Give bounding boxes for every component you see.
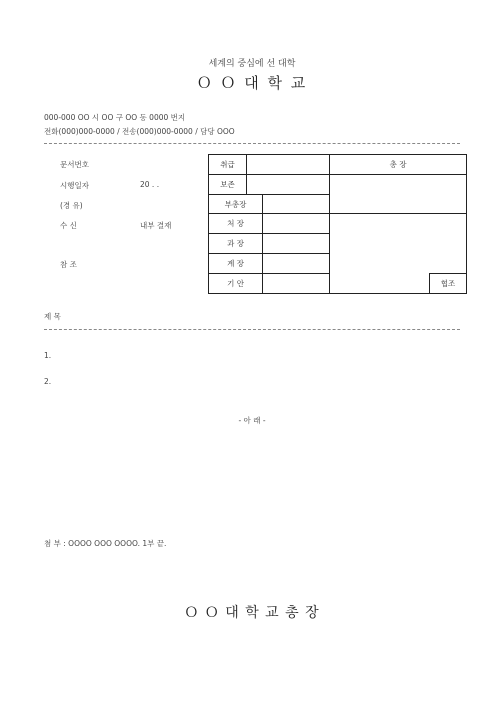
drafter-label: 기 안 bbox=[208, 273, 263, 294]
section-chief-label: 과 장 bbox=[208, 233, 263, 254]
staff-sign bbox=[262, 253, 330, 274]
vice-president-label: 부총장 bbox=[208, 194, 263, 214]
retention-value bbox=[246, 174, 330, 195]
subject-label: 제 목 bbox=[44, 312, 61, 321]
header-divider bbox=[44, 143, 460, 144]
attachment-line: 첨 부 : OOOO OOO OOOO. 1부 끝. bbox=[44, 539, 167, 548]
vice-president-sign bbox=[262, 194, 330, 214]
section-chief-sign bbox=[262, 233, 330, 254]
drafter-sign bbox=[262, 273, 330, 294]
retention-label: 보존 bbox=[208, 174, 247, 195]
date-value: 20 . . bbox=[140, 180, 160, 189]
below-heading: - 아 래 - bbox=[238, 416, 266, 425]
item-2: 2. bbox=[44, 377, 52, 386]
president-label: 총 장 bbox=[329, 154, 467, 175]
cooperation-label: 협조 bbox=[429, 273, 467, 294]
director-sign bbox=[262, 213, 330, 234]
slogan: 세계의 중심에 선 대학 bbox=[208, 59, 296, 69]
address: 000-000 OO 시 OO 구 OO 동 0000 번지 bbox=[44, 113, 186, 122]
president-signature-line: Ｏ Ｏ 대 학 교 총 장 bbox=[184, 605, 320, 621]
reference-label: 참 조 bbox=[60, 260, 77, 269]
date-label: 시행일자 bbox=[60, 181, 89, 190]
doc-number-label: 문서번호 bbox=[60, 160, 89, 169]
president-sign-box bbox=[329, 174, 467, 214]
university-title: Ｏ Ｏ 대 학 교 bbox=[196, 74, 308, 92]
handling-value bbox=[246, 154, 330, 175]
item-1: 1. bbox=[44, 351, 52, 360]
contact-info: 전화(000)000-0000 / 전송(000)000-0000 / 담당 OOO bbox=[44, 127, 235, 136]
subject-divider bbox=[44, 329, 460, 330]
handling-label: 취급 bbox=[208, 154, 247, 175]
recipient-value: 내부 결재 bbox=[140, 221, 172, 230]
recipient-label: 수 신 bbox=[60, 221, 77, 230]
via-label: (경 유) bbox=[60, 201, 83, 210]
director-label: 처 장 bbox=[208, 213, 263, 234]
staff-label: 계 장 bbox=[208, 253, 263, 274]
